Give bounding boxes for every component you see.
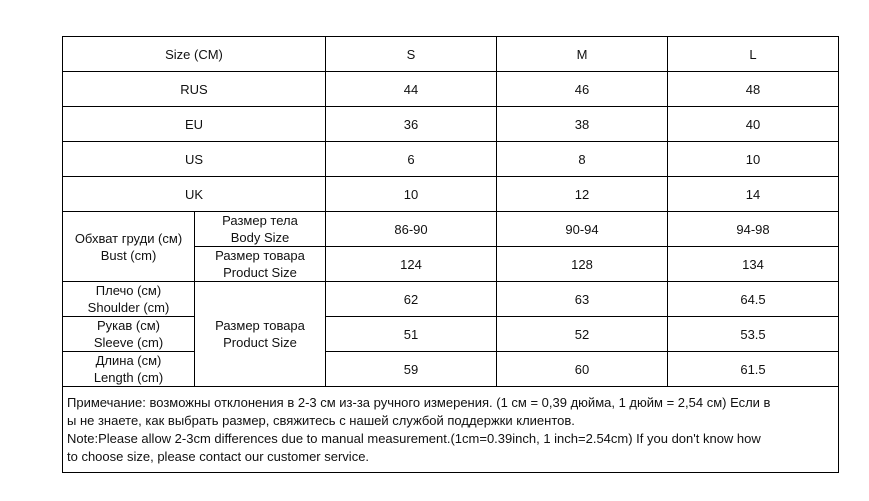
- note-line-3: Note:Please allow 2-3cm differences due to manual measurement.(1cm=0.39inch, 1 inch=2.54cm) If you don't know how: [67, 430, 761, 446]
- length-label-en: Length (cm): [93, 370, 164, 385]
- cell: 53.5: [668, 317, 839, 352]
- cell: 40: [668, 107, 839, 142]
- product-size-merged-label: [195, 282, 326, 387]
- bust-label-en: Bust (cm): [100, 247, 157, 263]
- shoulder-label-en: Shoulder (cm): [87, 300, 170, 315]
- row-label: UK: [63, 177, 326, 212]
- product-size-label-ru: Размер товара: [215, 248, 305, 263]
- row-label: US: [63, 142, 326, 177]
- uk-row: [63, 177, 839, 212]
- cell: 10: [326, 177, 497, 212]
- length-label: [63, 352, 195, 387]
- note-line-1: Примечание: возможны отклонения в 2-3 см из-за ручного измерения. (1 см = 0,39 дюйма, 1 дюйм = 2,54 см) Если в: [67, 394, 771, 410]
- body-size-label-en: Body Size: [230, 230, 290, 245]
- size-header-label: Size (CM): [63, 37, 326, 72]
- cell: 14: [668, 177, 839, 212]
- shoulder-label-ru: Плечо (см): [95, 283, 162, 298]
- cell: 6: [326, 142, 497, 177]
- cell: 90-94: [497, 212, 668, 247]
- cell: 38: [497, 107, 668, 142]
- product-label-ru: Размер товара: [215, 318, 305, 333]
- cell: 60: [497, 352, 668, 387]
- cell: 36: [326, 107, 497, 142]
- product-label-en: Product Size: [223, 335, 297, 350]
- eu-row: [63, 107, 839, 142]
- sleeve-label-en: Sleeve (cm): [93, 335, 164, 350]
- body-size-label-ru: Размер тела: [222, 213, 298, 228]
- rus-row: [63, 72, 839, 107]
- cell: 124: [326, 247, 497, 282]
- sleeve-row: [63, 317, 839, 352]
- note-row: [63, 387, 839, 473]
- cell: 59: [326, 352, 497, 387]
- size-m-header: M: [497, 37, 668, 72]
- product-size-label: [195, 247, 326, 282]
- size-l-header: L: [668, 37, 839, 72]
- cell: 46: [497, 72, 668, 107]
- cell: 52: [497, 317, 668, 352]
- row-label: RUS: [63, 72, 326, 107]
- size-chart-table: [62, 36, 839, 473]
- row-label: EU: [63, 107, 326, 142]
- cell: 86-90: [326, 212, 497, 247]
- cell: 48: [668, 72, 839, 107]
- body-size-label: [195, 212, 326, 247]
- cell: 64.5: [668, 282, 839, 317]
- cell: 134: [668, 247, 839, 282]
- cell: 94-98: [668, 212, 839, 247]
- cell: 10: [668, 142, 839, 177]
- shoulder-row: [63, 282, 839, 317]
- cell: 63: [497, 282, 668, 317]
- length-row: [63, 352, 839, 387]
- bust-label: [63, 212, 195, 282]
- sleeve-label-ru: Рукав (см): [97, 318, 160, 333]
- cell: 128: [497, 247, 668, 282]
- note-line-4: to choose size, please contact our customer service.: [67, 448, 370, 464]
- us-row: [63, 142, 839, 177]
- shoulder-label: [63, 282, 195, 317]
- cell: 12: [497, 177, 668, 212]
- bust-body-size-row: [63, 212, 839, 247]
- cell: 51: [326, 317, 497, 352]
- header-row: [63, 37, 839, 72]
- size-note: [63, 387, 839, 473]
- sleeve-label: [63, 317, 195, 352]
- bust-label-ru: Обхват груди (см): [74, 230, 183, 246]
- cell: 44: [326, 72, 497, 107]
- cell: 62: [326, 282, 497, 317]
- cell: 8: [497, 142, 668, 177]
- size-s-header: S: [326, 37, 497, 72]
- cell: 61.5: [668, 352, 839, 387]
- length-label-ru: Длина (см): [95, 353, 162, 368]
- note-line-2: ы не знаете, как выбрать размер, свяжитесь с нашей службой поддержки клиентов.: [67, 412, 575, 428]
- product-size-label-en: Product Size: [223, 265, 297, 280]
